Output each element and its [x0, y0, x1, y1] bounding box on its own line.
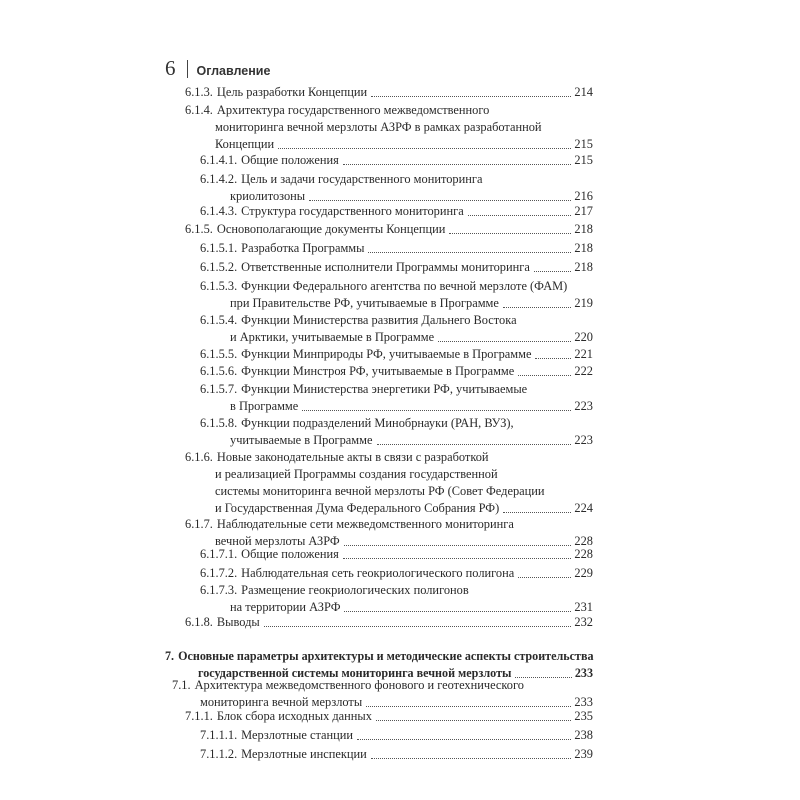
toc-entry-number: 6.1.7.1.	[200, 547, 238, 561]
toc-entry-title: Архитектура государственного межведомственного	[216, 103, 490, 117]
toc-entry-number: 6.1.7.2.	[200, 566, 238, 580]
toc-entry-number: 6.1.7.3.	[200, 583, 238, 597]
dot-leader	[371, 758, 572, 759]
toc-entry-last-line	[200, 152, 593, 169]
toc-entry-last-line	[200, 565, 593, 582]
toc-entry-last-line	[200, 363, 593, 380]
toc-page-number: 238	[574, 728, 593, 742]
dot-leader	[518, 375, 571, 376]
dot-leader	[366, 706, 571, 707]
toc-entry-title: Общие положения	[241, 547, 339, 561]
dot-leader	[468, 215, 572, 216]
dot-leader	[368, 252, 571, 253]
toc-page-number: 232	[574, 615, 593, 629]
toc-entry-number: 6.1.5.7.	[200, 382, 238, 396]
toc-entry[interactable]	[200, 746, 593, 763]
toc-page-number: 216	[574, 189, 593, 203]
toc-entry-title: Цель разработки Концепции	[216, 85, 368, 99]
toc-entry-last-line	[200, 432, 593, 449]
toc-entry-title: Функции Федерального агентства по вечной мерзлоте (ФАМ)	[241, 279, 568, 293]
toc-entry[interactable]	[200, 727, 593, 744]
toc-entry-line	[200, 312, 593, 329]
toc-entry-last-line	[185, 614, 593, 631]
toc-entry-last-line	[185, 84, 593, 101]
toc-page-number: 235	[574, 709, 593, 723]
toc-page-number: 219	[574, 296, 593, 310]
header-title: Оглавление	[196, 64, 271, 78]
toc-entry[interactable]	[200, 152, 593, 169]
toc-entry-last-line	[200, 240, 593, 257]
toc-entry-title: мониторинга вечной мерзлоты	[200, 695, 363, 709]
toc-entry-title: Наблюдательные сети межведомственного мониторинга	[216, 517, 514, 531]
toc-entry-number: 6.1.5.4.	[200, 313, 238, 327]
toc-entry-line	[200, 381, 593, 398]
dot-leader	[343, 164, 572, 165]
toc-entry-title: криолитозоны	[230, 189, 306, 203]
toc-entry[interactable]	[185, 221, 593, 238]
toc-entry[interactable]	[185, 614, 593, 631]
toc-entry-title: Размещение геокриологических полигонов	[241, 583, 469, 597]
toc-entry-last-line	[200, 259, 593, 276]
toc-entry-title: в Программе	[230, 399, 299, 413]
toc-entry-number: 6.1.8.	[185, 615, 213, 629]
toc-page-number: 215	[574, 153, 593, 167]
dot-leader	[535, 358, 571, 359]
toc-entry-line	[200, 171, 593, 188]
toc-page-number: 228	[574, 547, 593, 561]
toc-entry-last-line	[200, 203, 593, 220]
toc-entry-number: 6.1.6.	[185, 450, 213, 464]
toc-entry[interactable]	[200, 346, 593, 363]
toc-entry-number: 6.1.7.	[185, 517, 213, 531]
toc-page-number: 223	[574, 433, 593, 447]
toc-entry-line	[172, 677, 593, 694]
dot-leader	[377, 444, 572, 445]
toc-page-number: 218	[574, 260, 593, 274]
toc-page-number: 222	[574, 364, 593, 378]
dot-leader	[357, 739, 571, 740]
toc-entry-line	[185, 466, 593, 483]
dot-leader	[371, 96, 571, 97]
toc-entry-last-line	[200, 746, 593, 763]
toc-entry-title: Цель и задачи государственного мониторинга	[241, 172, 483, 186]
toc-entry-last-line	[200, 295, 593, 312]
toc-entry[interactable]	[200, 259, 593, 276]
toc-entry[interactable]	[200, 203, 593, 220]
toc-entry-number: 6.1.5.2.	[200, 260, 238, 274]
toc-entry-title: Новые законодательные акты в связи с разработкой	[216, 450, 489, 464]
toc-entry-title: Ответственные исполнители Программы мониторинга	[241, 260, 530, 274]
dot-leader	[343, 558, 572, 559]
toc-entry-line	[200, 278, 593, 295]
toc-page-number: 217	[574, 204, 593, 218]
toc-entry-title: вечной мерзлоты АЗРФ	[215, 534, 340, 548]
toc-entry-number: 6.1.5.6.	[200, 364, 238, 378]
toc-entry-last-line	[200, 398, 593, 415]
toc-entry[interactable]	[200, 171, 593, 205]
toc-entry[interactable]	[200, 546, 593, 563]
toc-page-number: 239	[574, 747, 593, 761]
toc-entry-number: 7.1.1.1.	[200, 728, 238, 742]
toc-entry-number: 7.	[165, 649, 175, 663]
toc-entry-last-line	[185, 708, 593, 725]
toc-page-number: 223	[574, 399, 593, 413]
toc-entry[interactable]	[200, 278, 593, 312]
toc-entry-title: Функции Минприроды РФ, учитываемые в Программе	[241, 347, 532, 361]
toc-page-number: 220	[574, 330, 593, 344]
toc-page-number: 221	[574, 347, 593, 361]
toc-entry-title: Функции Министерства развития Дальнего Востока	[241, 313, 517, 327]
dot-leader	[278, 148, 571, 149]
toc-entry-number: 7.1.	[172, 678, 191, 692]
toc-entry-title: Функции Минстроя РФ, учитываемые в Программе	[241, 364, 515, 378]
toc-entry-title: Основополагающие документы Концепции	[216, 222, 446, 236]
toc-entry[interactable]	[185, 449, 593, 517]
toc-entry-number: 7.1.1.	[185, 709, 213, 723]
dot-leader	[503, 512, 571, 513]
toc-entry-title: Функции Министерства энергетики РФ, учитываемые	[241, 382, 528, 396]
toc-entry-line	[185, 483, 593, 500]
toc-entry-last-line	[185, 136, 593, 153]
toc-entry-title: мониторинга вечной мерзлоты АЗРФ в рамках разработанной	[215, 120, 542, 134]
toc-entry-number: 6.1.4.3.	[200, 204, 238, 218]
dot-leader	[503, 307, 572, 308]
dot-leader	[534, 271, 572, 272]
toc-entry[interactable]	[200, 415, 593, 449]
toc-entry-number: 6.1.3.	[185, 85, 213, 99]
dot-leader	[309, 200, 571, 201]
dot-leader	[264, 626, 572, 627]
toc-entry-line	[185, 449, 593, 466]
toc-entry-title: учитываемые в Программе	[230, 433, 373, 447]
dot-leader	[449, 233, 571, 234]
toc-entry-title: Общие положения	[241, 153, 339, 167]
toc-entry[interactable]	[200, 312, 593, 346]
toc-page-number: 224	[574, 501, 593, 515]
toc-entry-title: Выводы	[216, 615, 260, 629]
toc-entry[interactable]	[200, 240, 593, 257]
toc-entry-title: Мерзлотные станции	[241, 728, 354, 742]
toc-entry-title: Структура государственного мониторинга	[241, 204, 464, 218]
toc-entry[interactable]	[200, 381, 593, 415]
toc-entry-line	[200, 582, 593, 599]
toc-entry-title: Архитектура межведомственного фонового и геотехнического	[194, 678, 524, 692]
toc-entry-number: 6.1.5.8.	[200, 416, 238, 430]
toc-entry-title: системы мониторинга вечной мерзлоты РФ (Совет Федерации	[215, 484, 545, 498]
toc-entry-title: Концепции	[215, 137, 275, 151]
toc-entry-title: и реализацией Программы создания государственной	[215, 467, 498, 481]
dot-leader	[344, 611, 571, 612]
toc-entry-last-line	[185, 221, 593, 238]
toc-entry-last-line	[200, 329, 593, 346]
toc-entry-title: при Правительстве РФ, учитываемые в Программе	[230, 296, 499, 310]
toc-page-number: 218	[574, 222, 593, 236]
toc-page-number: 231	[574, 600, 593, 614]
toc-entry-number: 6.1.4.2.	[200, 172, 238, 186]
dot-leader	[376, 720, 571, 721]
toc-entry-line	[185, 516, 593, 533]
toc-entry-number: 6.1.4.	[185, 103, 213, 117]
toc-entry[interactable]	[200, 582, 593, 616]
toc-entry[interactable]	[200, 565, 593, 582]
toc-entry-number: 6.1.5.	[185, 222, 213, 236]
toc-entry-title: на территории АЗРФ	[230, 600, 341, 614]
toc-entry-number: 6.1.5.5.	[200, 347, 238, 361]
toc-entry-last-line	[200, 346, 593, 363]
toc-entry-line	[185, 102, 593, 119]
toc-entry[interactable]	[185, 102, 593, 153]
toc-entry-title: государственной системы мониторинга вечной мерзлоты	[198, 666, 512, 680]
toc-page-number: 218	[574, 241, 593, 255]
toc-entry-line	[185, 119, 593, 136]
toc-entry-title: и Арктики, учитываемые в Программе	[230, 330, 435, 344]
toc-entry-title: и Государственная Дума Федерального Собрания РФ)	[215, 501, 500, 515]
toc-entry-title: Разработка Программы	[241, 241, 365, 255]
toc-page-number: 228	[574, 534, 593, 548]
toc-page-number: 214	[574, 85, 593, 99]
toc-entry-number: 6.1.4.1.	[200, 153, 238, 167]
toc-entry[interactable]	[185, 516, 593, 550]
dot-leader	[518, 577, 571, 578]
toc-entry-last-line	[200, 727, 593, 744]
toc-entry-title: Основные параметры архитектуры и методические аспекты строительства	[178, 649, 594, 663]
toc-entry-number: 6.1.5.3.	[200, 279, 238, 293]
toc-page-number: 233	[574, 695, 593, 709]
toc-entry-title: Мерзлотные инспекции	[241, 747, 367, 761]
toc-entry-number: 7.1.1.2.	[200, 747, 238, 761]
dot-leader	[438, 341, 571, 342]
dot-leader	[302, 410, 571, 411]
toc-entry-title: Блок сбора исходных данных	[216, 709, 372, 723]
toc-entry-last-line	[200, 546, 593, 563]
toc-page-number: 233	[574, 666, 593, 680]
toc-entry[interactable]	[200, 363, 593, 380]
page-number: 6	[165, 56, 176, 80]
toc-entry-number: 6.1.5.1.	[200, 241, 238, 255]
toc-entry[interactable]	[185, 84, 593, 101]
toc-entry-last-line	[185, 500, 593, 517]
toc-entry-title: Функции подразделений Минобрнауки (РАН, ВУЗ),	[241, 416, 514, 430]
toc-entry-title: Наблюдательная сеть геокриологического полигона	[241, 566, 515, 580]
toc-page-number: 229	[574, 566, 593, 580]
toc-entry[interactable]	[185, 708, 593, 725]
toc-entry-line	[165, 648, 593, 665]
toc-entry[interactable]	[172, 677, 593, 711]
toc-entry-line	[200, 415, 593, 432]
toc-page-number: 215	[574, 137, 593, 151]
